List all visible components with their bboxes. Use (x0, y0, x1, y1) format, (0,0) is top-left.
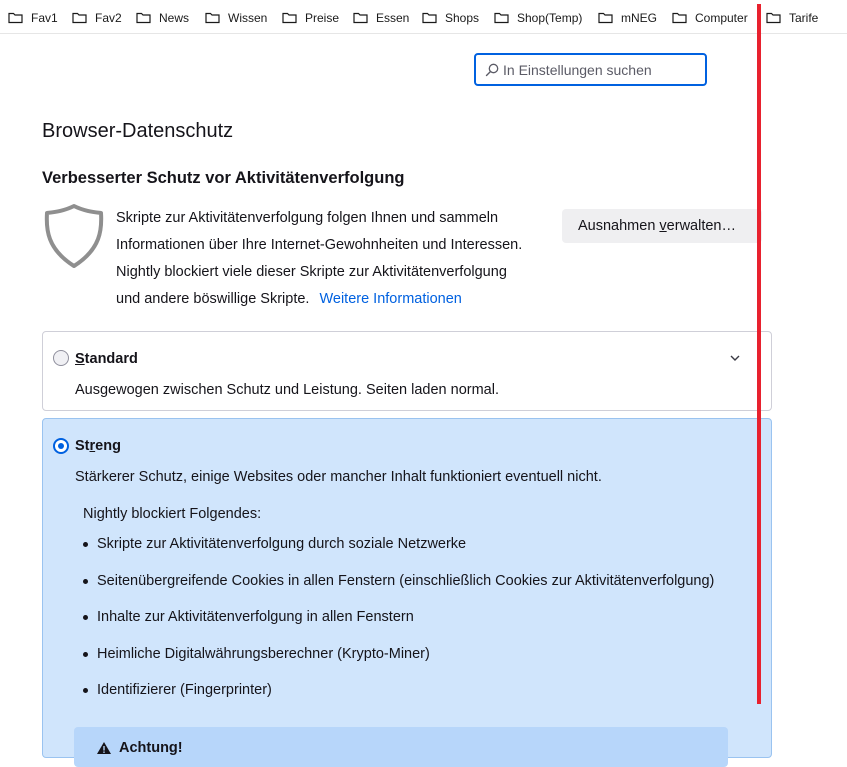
page-title: Browser-Datenschutz (42, 120, 234, 142)
overlay-red-line (757, 4, 761, 704)
bookmark-label: Computer (695, 11, 748, 25)
folder-icon (353, 12, 368, 24)
folder-icon (136, 12, 151, 24)
learn-more-link[interactable]: Weitere Informationen (319, 291, 462, 307)
bookmark-folder-mneg[interactable] (598, 8, 657, 28)
bookmark-folder-computer[interactable] (672, 8, 748, 28)
chevron-down-icon[interactable] (729, 350, 741, 360)
bookmarks-toolbar (0, 0, 847, 34)
search-icon (484, 62, 500, 78)
list-item: Identifizierer (Fingerprinter) (81, 678, 714, 715)
bookmark-label: Fav1 (31, 11, 58, 25)
bookmark-label: Shop(Temp) (517, 11, 583, 25)
access-key-letter: S (75, 351, 85, 367)
access-key-letter: r (89, 438, 96, 454)
bookmark-label: Essen (376, 11, 410, 25)
section-title: Verbesserter Schutz vor Aktivitätenverfolgung (42, 169, 405, 187)
manage-exceptions-button[interactable] (562, 209, 762, 243)
tracking-intro-text (116, 205, 556, 313)
bookmark-label: Wissen (228, 11, 268, 25)
folder-icon (8, 12, 23, 24)
folder-icon (72, 12, 87, 24)
label-part: eng (95, 438, 121, 454)
folder-icon (766, 12, 781, 24)
intro-line-last (116, 286, 556, 313)
folder-icon (598, 12, 613, 24)
intro-line: Nightly blockiert viele dieser Skripte zur Aktivitätenverfolgung (116, 264, 507, 280)
intro-line: und andere böswillige Skripte. (116, 291, 310, 307)
folder-icon (205, 12, 220, 24)
bookmark-label: Shops (445, 11, 480, 25)
standard-radio[interactable] (53, 350, 69, 366)
bookmark-label: mNEG (621, 11, 657, 25)
strict-radio[interactable] (53, 438, 69, 454)
shield-icon (43, 203, 105, 269)
warning-label: Achtung! (119, 740, 183, 756)
strict-label (75, 438, 121, 454)
button-label-part: erwalten… (666, 218, 736, 234)
access-key-letter: v (659, 218, 667, 234)
folder-icon (282, 12, 297, 24)
warning-box (74, 727, 728, 767)
option-card-standard[interactable] (42, 331, 772, 411)
intro-line: Informationen über Ihre Internet-Gewohnheiten und Interessen. (116, 237, 523, 253)
blocked-list (81, 532, 714, 715)
blocked-list-title: Nightly blockiert Folgendes: (83, 506, 262, 522)
bookmark-folder-essen[interactable] (353, 8, 409, 28)
standard-label (75, 351, 138, 367)
settings-search-box[interactable] (474, 53, 707, 86)
folder-icon (494, 12, 509, 24)
label-rest: tandard (84, 351, 138, 367)
bookmark-label: Preise (305, 11, 340, 25)
bookmark-folder-fav1[interactable] (8, 8, 58, 28)
list-item: Heimliche Digitalwährungsberechner (Krypto-Miner) (81, 642, 714, 679)
bookmark-folder-fav2[interactable] (72, 8, 122, 28)
intro-line: Skripte zur Aktivitätenverfolgung folgen Ihnen und sammeln (116, 210, 499, 226)
bookmark-folder-shop-temp[interactable] (494, 8, 582, 28)
button-label-part: Ausnahmen (578, 218, 660, 234)
bookmark-folder-preise[interactable] (282, 8, 339, 28)
bookmark-label: Fav2 (95, 11, 122, 25)
folder-icon (672, 12, 687, 24)
folder-icon (422, 12, 437, 24)
bookmark-folder-shops[interactable] (422, 8, 479, 28)
settings-search-input[interactable] (503, 62, 698, 78)
label-part: St (75, 438, 90, 454)
list-item: Skripte zur Aktivitätenverfolgung durch soziale Netzwerke (81, 532, 714, 569)
list-item: Seitenübergreifende Cookies in allen Fenstern (einschließlich Cookies zur Aktivitätenverfolgung) (81, 569, 714, 606)
bookmark-folder-wissen[interactable] (205, 8, 267, 28)
standard-description: Ausgewogen zwischen Schutz und Leistung. Seiten laden normal. (75, 382, 499, 398)
list-item: Inhalte zur Aktivitätenverfolgung in allen Fenstern (81, 605, 714, 642)
option-card-strict[interactable] (42, 418, 772, 758)
bookmark-folder-tarife[interactable] (766, 8, 818, 28)
strict-description: Stärkerer Schutz, einige Websites oder mancher Inhalt funktioniert eventuell nicht. (75, 469, 602, 485)
bookmark-folder-news[interactable] (136, 8, 189, 28)
bookmark-label: News (159, 11, 190, 25)
warning-icon (96, 741, 112, 755)
bookmark-label: Tarife (789, 11, 819, 25)
